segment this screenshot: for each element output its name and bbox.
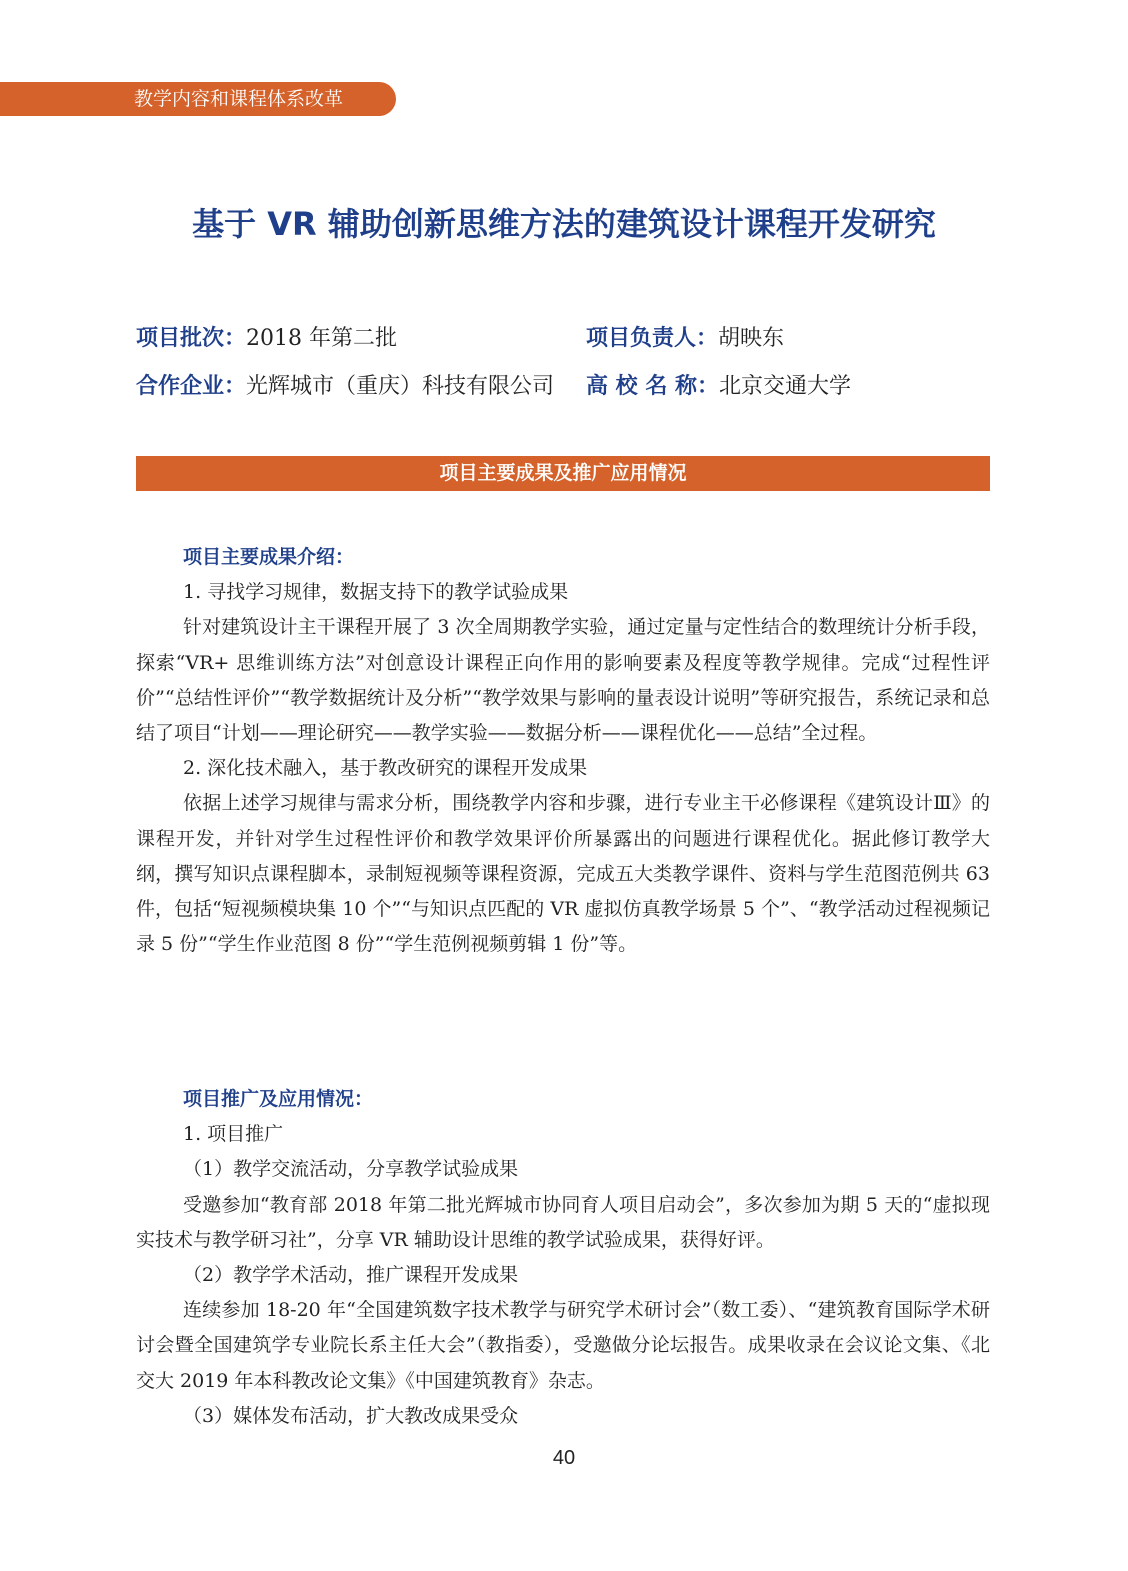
page-number: 40 [552,1447,576,1469]
project-leader-label: 项目负责人： [586,326,719,351]
school-name [586,370,990,404]
achievement-item-1-heading: 1. 寻找学习规律，数据支持下的教学试验成果 [183,581,569,604]
project-leader [586,322,990,356]
project-batch-value: 2018 年第二批 [246,326,397,351]
results-section-bar: 项目主要成果及推广应用情况 [136,456,990,491]
project-batch-label: 项目批次： [136,326,247,351]
partner-company-label: 合作企业： [136,374,247,399]
project-leader-value: 胡映东 [718,326,785,351]
promotion-section [136,1082,990,1434]
school-name-label: 高 校 名 称： [586,374,719,399]
achievement-item-2-heading: 2. 深化技术融入，基于教改研究的课程开发成果 [183,757,588,780]
document-title: 基于 VR 辅助创新思维方法的建筑设计课程开发研究 [192,205,936,243]
achievement-item-2-body: 依据上述学习规律与需求分析，围绕教学内容和步骤，进行专业主干必修课程《建筑设计Ⅲ》的课程开发，并针对学生过程性评价和教学效果评价所暴露出的问题进行课程优化。据此修订教学大纲，撰写知识点课程脚本，录制短视频等课程资源，完成五大类教学课件、资料与学生范图范例共 63 件，包括“短视频模块集 10 个”“与知识点匹配的 VR 虚拟仿真教学场景 5 个”、“教学活动过程视频记录 5 份”“学生作业范图 8 份”“学生范例视频剪辑 1 份”等。 [136,792,990,956]
promotion-item-1-heading: 1. 项目推广 [183,1123,284,1146]
school-name-value: 北京交通大学 [718,374,851,399]
promotion-subitem-2-body: 连续参加 18-20 年“全国建筑数字技术教学与研究学术研讨会”（数工委）、“建筑教育国际学术研讨会暨全国建筑学专业院长系主任大会”（教指委），受邀做分论坛报告。成果收录在会议论文集、《北交大 2019 年本科教改论文集》《中国建筑教育》杂志。 [136,1299,990,1392]
promotion-heading: 项目推广及应用情况： [183,1088,374,1110]
partner-company [136,370,568,404]
partner-company-value: 光辉城市（重庆）科技有限公司 [246,374,555,399]
project-batch [136,322,576,356]
achievements-section [136,540,990,962]
promotion-subitem-1-heading: （1）教学交流活动，分享教学试验成果 [183,1158,519,1181]
promotion-subitem-1-body: 受邀参加“教育部 2018 年第二批光辉城市协同育人项目启动会”，多次参加为期 5 天的“虚拟现实技术与教学研习社”，分享 VR 辅助设计思维的教学试验成果，获得好评。 [136,1193,990,1251]
achievements-heading: 项目主要成果介绍： [183,546,355,568]
achievement-item-1-body: 针对建筑设计主干课程开展了 3 次全周期教学实验，通过定量与定性结合的数理统计分析手段，探索“VR+ 思维训练方法”对创意设计课程正向作用的影响要素及程度等教学规律。完成“过程性评价”“总结性评价”“教学数据统计及分析”“教学效果与影响的量表设计说明”等研究报告，系统记录和总结了项目“计划——理论研究——教学实验——数据分析——课程优化——总结”全过程。 [136,616,990,745]
promotion-subitem-3-heading: （3）媒体发布活动，扩大教改成果受众 [183,1404,519,1427]
promotion-subitem-2-heading: （2）教学学术活动，推广课程开发成果 [183,1264,519,1287]
section-tab: 教学内容和课程体系改革 [0,82,396,116]
